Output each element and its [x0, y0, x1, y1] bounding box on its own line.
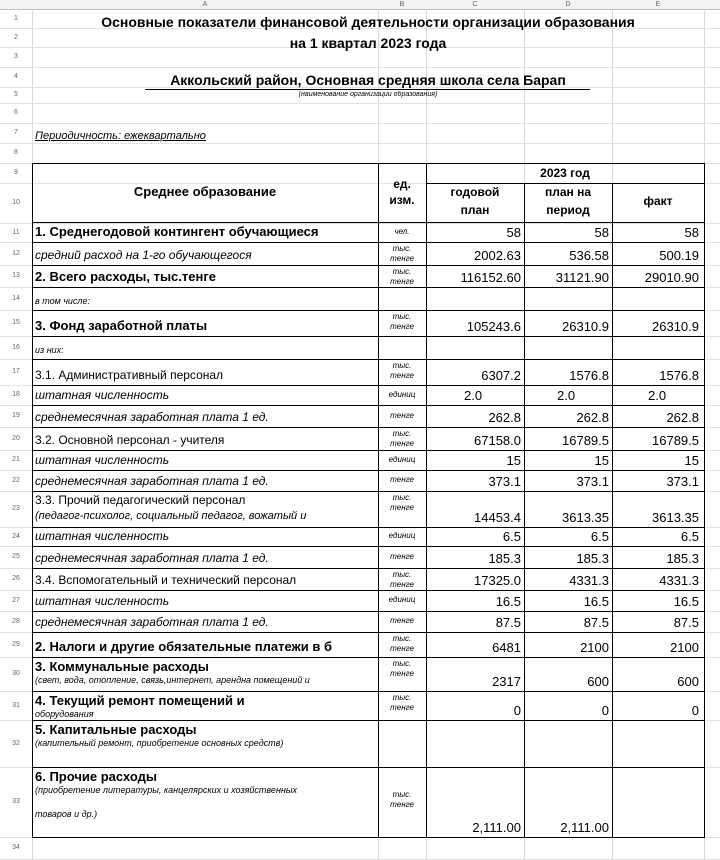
period-plan-value[interactable]: 2,111.00 — [560, 820, 609, 835]
row-number[interactable]: 29 — [12, 641, 20, 648]
row-number[interactable]: 4 — [14, 73, 18, 80]
fact-value[interactable]: 500.19 — [659, 248, 699, 263]
row-label: 4. Текущий ремонт помещений и — [35, 693, 245, 708]
annual-plan-value[interactable]: 67158.0 — [474, 433, 521, 448]
period-plan-value[interactable]: 15 — [594, 453, 609, 468]
annual-plan-value[interactable]: 373.1 — [488, 474, 521, 489]
annual-plan-value[interactable]: 6307.2 — [481, 368, 521, 383]
period-plan-value[interactable]: 4331.3 — [569, 573, 609, 588]
border-line — [32, 336, 705, 337]
annual-plan-value[interactable]: 15 — [506, 453, 521, 468]
column-header-d[interactable]: D — [565, 1, 571, 8]
row-unit: тыс. — [392, 634, 412, 643]
period-plan-value[interactable]: 87.5 — [583, 615, 609, 630]
annual-plan-value[interactable]: 2002.63 — [474, 248, 521, 263]
border-line — [32, 427, 705, 428]
org-underline — [145, 89, 590, 90]
border-line — [32, 265, 705, 266]
organization-name: Аккольский район, Основная средняя школа села Барап — [170, 72, 566, 88]
fact-header: факт — [643, 194, 673, 208]
border-line — [32, 359, 705, 360]
period-plan-value[interactable]: 2.0 — [557, 388, 576, 403]
row-number[interactable]: 17 — [12, 368, 20, 375]
annual-plan-value[interactable]: 105243.6 — [466, 319, 521, 334]
report-title-line1: Основные показатели финансовой деятельности организации образования — [101, 14, 635, 30]
fact-value[interactable]: 185.3 — [666, 551, 699, 566]
row-number[interactable]: 8 — [14, 149, 18, 156]
row-unit: единиц — [388, 531, 416, 540]
row-label: 3. Фонд заработной платы — [35, 318, 208, 333]
row-number[interactable]: 7 — [14, 129, 18, 136]
row-number[interactable]: 31 — [12, 702, 20, 709]
unit-header-line2: изм. — [389, 193, 415, 207]
row-number[interactable]: 12 — [12, 250, 20, 257]
row-sublabel: (приобретение литературы, канцелярских и хозяйственных — [35, 785, 297, 795]
fact-value[interactable]: 1576.8 — [659, 368, 699, 383]
row-number[interactable]: 30 — [12, 670, 20, 677]
fact-value[interactable]: 15 — [684, 453, 699, 468]
row-number[interactable]: 16 — [12, 344, 20, 351]
fact-value[interactable]: 262.8 — [666, 410, 699, 425]
row-unit: тенге — [390, 277, 414, 286]
row-unit: тыс. — [392, 267, 412, 276]
period-plan-value[interactable]: 31121.90 — [555, 270, 609, 285]
row-number[interactable]: 14 — [12, 295, 20, 302]
fact-value[interactable]: 3613.35 — [652, 510, 699, 525]
row-number[interactable]: 19 — [12, 412, 20, 419]
border-line — [32, 287, 705, 288]
row-label: средний расход на 1-го обучающегося — [35, 248, 252, 262]
fact-value[interactable]: 0 — [691, 703, 699, 718]
row-number[interactable]: 24 — [12, 533, 20, 540]
row-unit: тыс. — [392, 429, 412, 438]
period-plan-value[interactable]: 185.3 — [576, 551, 609, 566]
unit-header-line1: ед. — [393, 177, 411, 191]
period-plan-header-line1: план на — [544, 185, 592, 199]
row-line — [0, 67, 720, 68]
fact-value[interactable]: 6.5 — [680, 529, 699, 544]
row-label: 5. Капитальные расходы — [35, 722, 197, 737]
row-unit: единиц — [388, 595, 416, 604]
row-number[interactable]: 21 — [12, 456, 20, 463]
border-line — [32, 470, 705, 471]
border-line — [32, 405, 705, 406]
row-label: 2. Всего расходы, тыс.тенге — [35, 269, 216, 284]
row-unit: тенге — [390, 410, 414, 420]
row-label: штатная численность — [35, 453, 170, 467]
border-line — [32, 590, 705, 591]
row-label: 2. Налоги и другие обязательные платежи в б — [35, 639, 332, 654]
row-sublabel: (капительный ремонт, приобретение основных средств) — [35, 738, 284, 748]
column-header-c[interactable]: C — [472, 1, 478, 8]
row-sublabel: (педагог-психолог, социальный педагог, вожатый и — [35, 510, 307, 522]
fact-value[interactable]: 58 — [684, 225, 699, 240]
annual-plan-value[interactable]: 16.5 — [495, 594, 521, 609]
border-line — [524, 183, 525, 838]
row-number[interactable]: 1 — [14, 15, 18, 22]
annual-plan-value[interactable]: 262.8 — [488, 410, 521, 425]
row-label: штатная численность — [35, 388, 170, 402]
annual-plan-value[interactable]: 6481 — [492, 640, 521, 655]
row-unit: тыс. — [392, 790, 412, 799]
fact-value[interactable]: 16789.5 — [652, 433, 699, 448]
border-line — [32, 450, 705, 451]
period-plan-value[interactable]: 58 — [594, 225, 609, 240]
period-plan-value[interactable]: 16.5 — [583, 594, 609, 609]
row-unit: тыс. — [392, 659, 412, 668]
row-line — [0, 123, 720, 124]
row-unit: тенге — [390, 580, 414, 589]
row-number[interactable]: 3 — [14, 53, 18, 60]
period-plan-value[interactable]: 262.8 — [576, 410, 609, 425]
row-label: среднемесячная заработная плата 1 ед. — [35, 551, 269, 565]
row-number[interactable]: 28 — [12, 618, 20, 625]
border-line — [426, 183, 704, 184]
row-number[interactable]: 27 — [12, 597, 20, 604]
periodicity-text: Периодичность: ежеквартально — [35, 130, 206, 142]
row-unit: тыс. — [392, 493, 412, 502]
row-unit: тенге — [390, 439, 414, 448]
annual-plan-value[interactable]: 58 — [506, 225, 521, 240]
period-plan-value[interactable]: 3613.35 — [562, 510, 609, 525]
period-plan-value[interactable]: 600 — [587, 674, 609, 689]
row-unit: тенге — [390, 371, 414, 380]
fact-value[interactable]: 87.5 — [673, 615, 699, 630]
row-unit: тенге — [390, 475, 414, 484]
row-unit: тенге — [390, 503, 414, 512]
row-label: 3.1. Административный персонал — [35, 368, 224, 382]
period-plan-header-line2: период — [546, 203, 590, 217]
annual-plan-value[interactable]: 6.5 — [502, 529, 521, 544]
period-plan-value[interactable]: 373.1 — [576, 474, 609, 489]
period-plan-value[interactable]: 6.5 — [590, 529, 609, 544]
row-line — [0, 143, 720, 144]
fact-value[interactable]: 2.0 — [648, 388, 667, 403]
row-label: из них: — [35, 345, 64, 355]
row-unit: тенге — [390, 703, 414, 712]
row-unit: чел. — [394, 227, 410, 236]
row-label: 3. Коммунальные расходы — [35, 659, 209, 674]
fact-value[interactable]: 2100 — [670, 640, 699, 655]
report-title-line2: на 1 квартал 2023 года — [289, 35, 447, 51]
row-label: 6. Прочие расходы — [35, 769, 157, 784]
annual-plan-value[interactable]: 185.3 — [488, 551, 521, 566]
border-line — [32, 546, 705, 547]
row-number[interactable]: 20 — [12, 435, 20, 442]
annual-plan-header-line2: план — [460, 203, 490, 217]
fact-value[interactable]: 600 — [677, 674, 699, 689]
row-unit: тенге — [390, 616, 414, 625]
row-unit: тыс. — [392, 312, 412, 321]
row-number[interactable]: 9 — [14, 169, 18, 176]
border-line — [32, 491, 705, 492]
row-number[interactable]: 25 — [12, 553, 20, 560]
border-line — [32, 527, 705, 528]
row-sublabel: оборудования — [35, 709, 94, 719]
fact-value[interactable]: 26310.9 — [652, 319, 699, 334]
row-number[interactable]: 5 — [14, 91, 18, 98]
row-unit: тенге — [390, 644, 414, 653]
fact-value[interactable]: 4331.3 — [659, 573, 699, 588]
row-number[interactable]: 23 — [12, 505, 20, 512]
column-header-b[interactable]: B — [399, 1, 405, 8]
row-number[interactable]: 34 — [12, 844, 20, 851]
row-unit: тыс. — [392, 361, 412, 370]
annual-plan-value[interactable]: 87.5 — [495, 615, 521, 630]
row-label: 1. Среднегодовой контингент обучающиеся — [35, 224, 319, 239]
row-number[interactable]: 33 — [12, 798, 20, 805]
row-number[interactable]: 6 — [14, 109, 18, 116]
border-line — [32, 242, 705, 243]
border-line — [32, 720, 705, 721]
annual-plan-value[interactable]: 2,111.00 — [472, 820, 521, 835]
row-label: среднемесячная заработная плата 1 ед. — [35, 410, 269, 424]
row-unit: тыс. — [392, 570, 412, 579]
row-number[interactable]: 32 — [12, 740, 20, 747]
row-unit: тенге — [390, 322, 414, 331]
row-label: 3.2. Основной персонал - учителя — [35, 433, 225, 447]
section-header: Среднее образование — [133, 184, 277, 199]
row-number[interactable]: 15 — [12, 319, 20, 326]
row-label: в том числе: — [35, 296, 91, 306]
row-number[interactable]: 26 — [12, 575, 20, 582]
border-line — [32, 163, 705, 164]
annual-plan-header-line1: годовой — [450, 185, 500, 199]
row-unit: тенге — [390, 669, 414, 678]
year-header: 2023 год — [540, 166, 590, 180]
row-unit: тыс. — [392, 244, 412, 253]
border-line — [612, 183, 613, 838]
annual-plan-value[interactable]: 2.0 — [464, 388, 483, 403]
annual-plan-value[interactable]: 14453.4 — [474, 510, 521, 525]
border-line — [32, 611, 705, 612]
row-number[interactable]: 18 — [12, 391, 20, 398]
row-unit: единиц — [388, 454, 416, 464]
fact-value[interactable]: 16.5 — [673, 594, 699, 609]
row-number[interactable]: 2 — [14, 34, 18, 41]
annual-plan-value[interactable]: 17325.0 — [474, 573, 521, 588]
row-unit: единиц — [388, 389, 416, 399]
period-plan-value[interactable]: 16789.5 — [562, 433, 609, 448]
row-label: среднемесячная заработная плата 1 ед. — [35, 615, 269, 629]
border-line — [32, 385, 705, 386]
row-unit: тенге — [390, 254, 414, 263]
period-plan-value[interactable]: 0 — [601, 703, 609, 718]
row-unit: тенге — [390, 551, 414, 561]
period-plan-value[interactable]: 2100 — [580, 640, 609, 655]
row-number[interactable]: 11 — [12, 229, 20, 236]
row-label: штатная численность — [35, 594, 170, 608]
row-number[interactable]: 13 — [12, 272, 20, 279]
border-line — [32, 657, 705, 658]
row-unit: тенге — [390, 800, 414, 809]
row-label: среднемесячная заработная плата 1 ед. — [35, 474, 269, 488]
row-unit: тыс. — [392, 693, 412, 702]
row-sublabel: (свет, вода, отопление, связь,интернет, арендна помещений и — [35, 675, 310, 685]
fact-value[interactable]: 29010.90 — [644, 270, 699, 285]
annual-plan-value[interactable]: 0 — [513, 703, 521, 718]
period-plan-value[interactable]: 1576.8 — [569, 368, 609, 383]
annual-plan-value[interactable]: 2317 — [492, 674, 521, 689]
row-label: штатная численность — [35, 529, 170, 543]
row-label: 3.4. Вспомогательный и технический персонал — [35, 573, 297, 587]
fact-value[interactable]: 373.1 — [666, 474, 699, 489]
border-line — [32, 632, 705, 633]
organization-caption: (наименование организации образования) — [298, 91, 438, 98]
border-line — [32, 837, 705, 838]
row-number[interactable]: 10 — [12, 199, 20, 206]
row-number[interactable]: 22 — [12, 477, 20, 484]
border-line — [32, 568, 705, 569]
period-plan-value[interactable]: 536.58 — [569, 248, 609, 263]
border-line — [32, 310, 705, 311]
border-line — [32, 222, 705, 223]
row-sublabel: товаров и др.) — [35, 809, 98, 819]
row-label: 3.3. Прочий педагогический персонал — [35, 493, 246, 507]
annual-plan-value[interactable]: 116152.60 — [460, 270, 521, 285]
border-line — [32, 767, 705, 768]
column-header-a[interactable]: A — [202, 1, 208, 8]
period-plan-value[interactable]: 26310.9 — [562, 319, 609, 334]
column-header-e[interactable]: E — [655, 1, 661, 8]
border-line — [32, 691, 705, 692]
row-line — [0, 103, 720, 104]
